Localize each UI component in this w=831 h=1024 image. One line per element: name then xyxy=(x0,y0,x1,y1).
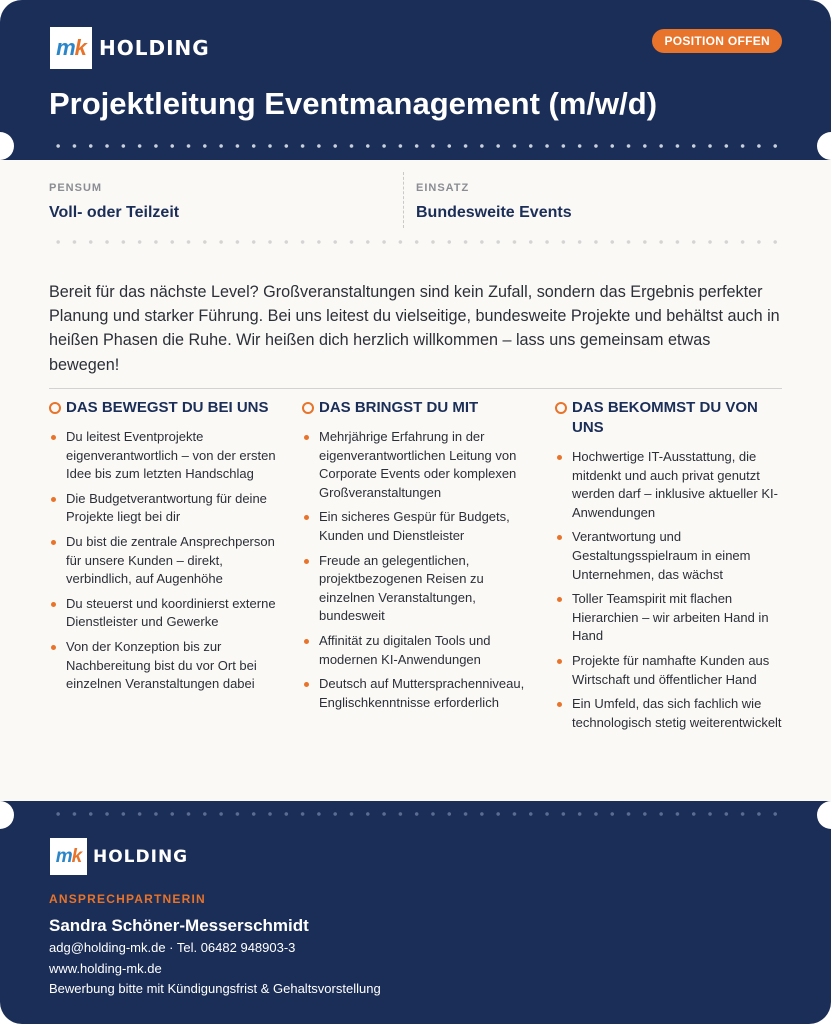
mk-logo-mark: m k xyxy=(50,838,87,875)
list-item: Freude an gelegentlichen, projektbezogenen Reisen zu einzelnen Veranstaltungen, bundesweit xyxy=(302,552,532,626)
circle-icon xyxy=(302,402,314,414)
company-name: HOLDING xyxy=(93,846,189,867)
bullet-icon xyxy=(51,645,56,650)
list-item: Von der Konzeption bis zur Nachbereitung bist du vor Ort bei einzelnen Veranstaltungen dabei xyxy=(49,638,279,694)
column-heading: DAS BEWEGST DU BEI UNS xyxy=(49,398,279,418)
meta-value-pensum: Voll- oder Teilzeit xyxy=(49,204,180,221)
header xyxy=(0,0,831,160)
perforation-divider xyxy=(50,144,782,148)
meta-divider xyxy=(403,172,404,228)
bullet-icon xyxy=(304,515,309,520)
bullet-icon xyxy=(557,702,562,707)
bullet-icon xyxy=(557,535,562,540)
circle-icon xyxy=(49,402,61,414)
list-item: Du bist die zentrale Ansprechperson für unsere Kunden – direkt, verbindlich, auf Augenhöhe xyxy=(49,533,279,589)
dotted-divider xyxy=(50,240,782,244)
list-item: Hochwertige IT-Ausstattung, die mitdenkt und auch privat genutzt werden darf – inklusive aktueller KI-Anwendungen xyxy=(555,448,785,522)
list-item: Du leitest Eventprojekte eigenverantwortlich – von der ersten Idee bis zum letzten Handschlag xyxy=(49,428,279,484)
bullet-icon xyxy=(51,540,56,545)
meta-label-einsatz: EINSATZ xyxy=(416,182,470,194)
mk-logo-mark: m k xyxy=(50,27,92,69)
bullet-list xyxy=(302,428,532,712)
contact-website[interactable]: www.holding-mk.de xyxy=(49,961,162,976)
company-name: HOLDING xyxy=(99,36,210,60)
list-item: Projekte für namhafte Kunden aus Wirtschaft und öffentlicher Hand xyxy=(555,652,785,689)
list-item: Mehrjährige Erfahrung in der eigenverantwortlichen Leitung von Corporate Events oder komplexen Großveranstaltungen xyxy=(302,428,532,502)
list-item: Ein Umfeld, das sich fachlich wie technologisch stetig weiterentwickelt xyxy=(555,695,785,732)
perforation-divider xyxy=(50,812,782,816)
list-item: Die Budgetverantwortung für deine Projekte liegt bei dir xyxy=(49,490,279,527)
bullet-icon xyxy=(51,435,56,440)
list-item: Deutsch auf Muttersprachenniveau, Englischkenntnisse erforderlich xyxy=(302,675,532,712)
bullet-icon xyxy=(304,559,309,564)
column-requirements xyxy=(302,398,532,718)
bullet-icon xyxy=(557,455,562,460)
bullet-icon xyxy=(304,639,309,644)
bullet-list xyxy=(555,448,785,732)
list-item: Affinität zu digitalen Tools und modernen KI-Anwendungen xyxy=(302,632,532,669)
company-logo xyxy=(50,838,188,875)
job-title: Projektleitung Eventmanagement (m/w/d) xyxy=(49,86,658,121)
list-item: Du steuerst und koordinierst externe Dienstleister und Gewerke xyxy=(49,595,279,632)
column-heading: DAS BEKOMMST DU VON UNS xyxy=(555,398,785,438)
contact-label: ANSPRECHPARTNERIN xyxy=(49,892,206,906)
bullet-icon xyxy=(304,435,309,440)
status-badge: POSITION OFFEN xyxy=(652,29,782,53)
column-heading: DAS BRINGST DU MIT xyxy=(302,398,532,418)
meta-label-pensum: PENSUM xyxy=(49,182,103,194)
circle-icon xyxy=(555,402,567,414)
list-item: Verantwortung und Gestaltungsspielraum in einem Unternehmen, das wächst xyxy=(555,528,785,584)
bullet-icon xyxy=(51,497,56,502)
contact-email-phone[interactable]: adg@holding-mk.de · Tel. 06482 948903-3 xyxy=(49,940,296,955)
bullet-icon xyxy=(51,602,56,607)
bullet-icon xyxy=(557,659,562,664)
application-note: Bewerbung bitte mit Kündigungsfrist & Gehaltsvorstellung xyxy=(49,981,381,996)
bullet-icon xyxy=(557,597,562,602)
bullet-list xyxy=(49,428,279,694)
intro-text: Bereit für das nächste Level? Großveranstaltungen sind kein Zufall, sondern das Ergebnis perfekter Planung und starker Führung. Bei uns leitest du vielseitige, bundesweite Projekte und behältst auch in heißen Phasen die Ruhe. Wir heißen dich herzlich willkommen – lass uns gemeinsam etwas bewegen! xyxy=(49,283,780,374)
column-benefits xyxy=(555,398,785,738)
column-tasks xyxy=(49,398,279,700)
list-item: Ein sicheres Gespür für Budgets, Kunden und Dienstleister xyxy=(302,508,532,545)
bullet-icon xyxy=(304,682,309,687)
company-logo xyxy=(50,27,210,69)
contact-name: Sandra Schöner-Messerschmidt xyxy=(49,916,309,935)
meta-value-einsatz: Bundesweite Events xyxy=(416,204,572,221)
section-rule xyxy=(49,388,782,389)
list-item: Toller Teamspirit mit flachen Hierarchien – wir arbeiten Hand in Hand xyxy=(555,590,785,646)
